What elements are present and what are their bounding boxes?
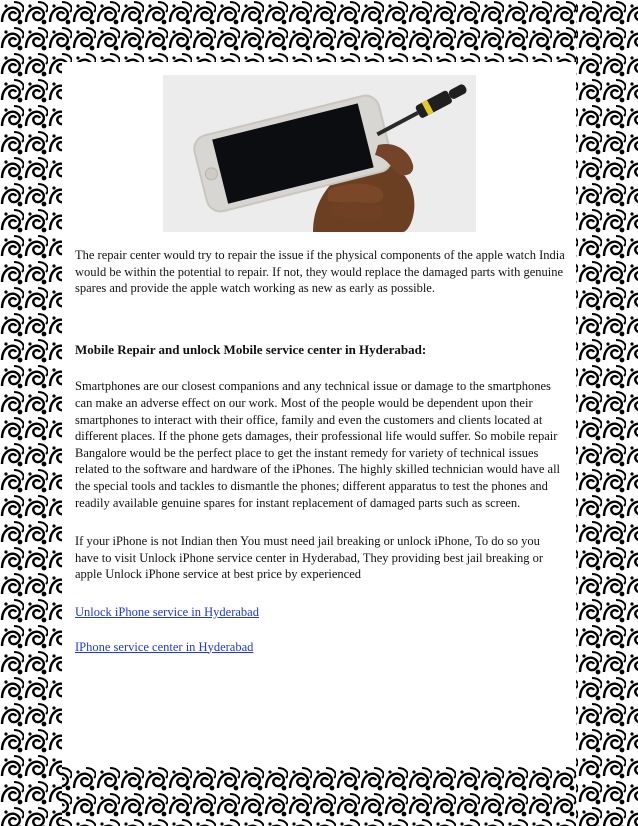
floral-border-icon <box>0 0 638 62</box>
page-border-left <box>0 0 62 826</box>
document-body <box>75 247 565 655</box>
phone-repair-photo <box>163 75 476 232</box>
floral-border-icon <box>0 0 62 826</box>
floral-border-icon <box>0 766 638 826</box>
floral-border-icon <box>576 0 638 826</box>
page-border-right <box>576 0 638 826</box>
section-heading: Mobile Repair and unlock Mobile service center in Hyderabad: <box>75 341 427 357</box>
paragraph-unlock-iphone: If your iPhone is not Indian then You must need jail breaking or unlock iPhone, To do so you have to visit Unlock iPhone service center in Hyderabad, They providing best jail breaking or apple Unlock iPhone service at best price by experienced <box>75 534 544 582</box>
paragraph-smartphones: Smartphones are our closest companions and any technical issue or damage to the smartphones can make an adverse effect on our work. Most of the people would be dependent upon their smartphones to interact with their office, family and even the customers and clients located at different places. If the phone gets damages, their professional life would suffer. So mobile repair Bangalore would be the perfect place to get the instant remedy for variety of technical issues related to the software and hardware of the iPhones. The highly skilled technician would have all the special tools and tackles to dismantle the phones; different apparatus to test the phones and readily available genuine spares for instant replacement of damaged parts such as screen. <box>75 379 561 510</box>
phone-repair-photo-icon <box>163 75 476 232</box>
paragraph-repair-center: The repair center would try to repair the issue if the physical components of the apple watch India would be within the potential to repair. If not, they would replace the damaged parts with genuine spares and provide the apple watch working as new as early as possible. <box>75 248 565 296</box>
page-border-top <box>0 0 638 62</box>
page-border-bottom <box>0 766 638 826</box>
unlock-iphone-link[interactable]: Unlock iPhone service in Hyderabad <box>75 604 259 619</box>
iphone-service-center-link[interactable]: IPhone service center in Hyderabad <box>75 639 254 654</box>
